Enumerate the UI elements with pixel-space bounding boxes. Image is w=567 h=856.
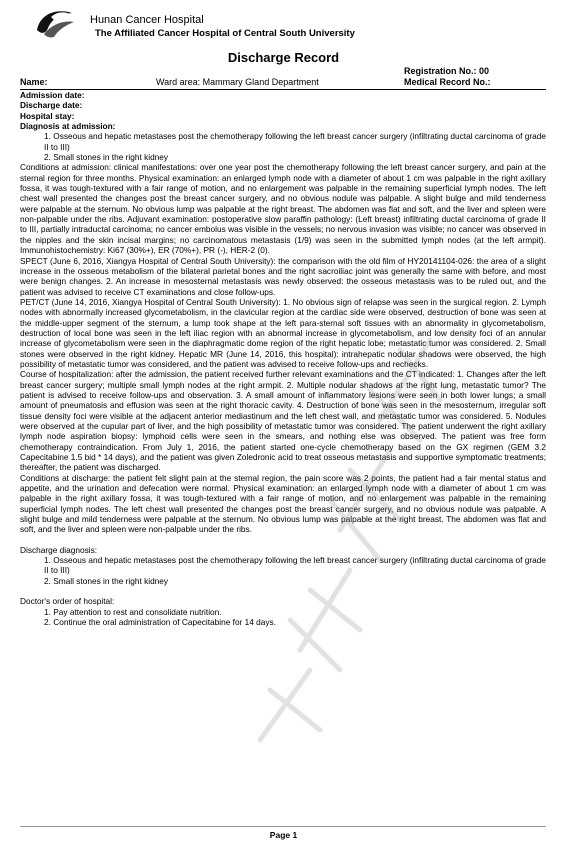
discharge-date: Discharge date: (20, 100, 83, 111)
footer-divider (20, 826, 546, 827)
spacer (20, 535, 546, 545)
diagnosis-admission-item: 1. Osseous and hepatic metastases post the chemotherapy following the left breast cancer surgery (infiltrating ductal carcinoma of grade II to III) (44, 131, 546, 152)
page-number: Page 1 (269, 830, 298, 840)
document-title: Discharge Record (227, 50, 340, 65)
medical-record-number: Medical Record No.: (404, 77, 491, 87)
name-label: Name: (20, 77, 48, 87)
hospital-subtitle: The Affiliated Cancer Hospital of Central South University (95, 28, 355, 39)
hospital-logo-icon (34, 8, 76, 38)
doctor-order-item: 1. Pay attention to rest and consolidate nutrition. (44, 606, 222, 617)
admission-date: Admission date: (20, 90, 85, 100)
ward-area: Ward area: Mammary Gland Department (156, 77, 319, 87)
conditions-at-discharge: Conditions at discharge: the patient felt slight pain at the sternal region, the pain score was 2 points, the patient had a fair mental status and appetite, and the urination and defecation were normal. Physical examination: an enlarged lymph node with a diameter of about 1 cm was palpable in the right axillary fossa, it was tough-textured with a fair range of motion, and no enlargement was palpable in the remaining superficial lymph nodes. The left chest wall presented the changes post the breast cancer surgery, and no obvious nodule was palpable. A slight bulge and mild tenderness were palpable at the sternum. No obvious lump was palpable at the right breast. The abdomen was flat and soft, and the liver and spleen were non-palpable under the ribs. (20, 472, 546, 535)
doctor-order-item: 2. Continue the oral administration of Capecitabine for 14 days. (44, 616, 276, 627)
registration-number: Registration No.: 00 (404, 66, 490, 76)
hospital-stay: Hospital stay: (20, 110, 75, 121)
doctor-orders-label: Doctor's order of hospital: (20, 596, 115, 607)
spacer (20, 586, 546, 596)
petct-findings: PET/CT (June 14, 2016, Xiangya Hospital of Central South University): 1. No obvious sign of relapse was seen in the surgical region. 2. Lymph nodes with abnormally increased glycometabolism, in the clavicular region at the cardiac side were observed, destruction of bone was seen at the middle-upper segment of the sternum, a lump took shape at the left para-sternal soft tissues with an abnormality in glycometabolism, destruction of local bone was seen in the left iliac region with an abnormal increase in glycometabolism, and low density foci of an annular increase of glycometabolism were seen in the diaphragmatic dome region of the right hepatic lobe; metastatic tumor was considered. 2. Small stones were observed in the right kidney. Hepatic MR (June 14, 2016, this hospital): intrahepatic nodular shadows were observed, the high possibility of metastatic tumor was considered, and the patient was advised to receive follow-ups and rechecks. (20, 296, 546, 369)
patient-info-row (20, 77, 546, 90)
diagnosis-admission-label: Diagnosis at admission: (20, 121, 116, 132)
discharge-diagnosis-label: Discharge diagnosis: (20, 544, 98, 555)
spect-findings: SPECT (June 6, 2016, Xiangya Hospital of Central South University): the comparison with the old film of HY20141104-026: the area of a slight increase in the osseous metabolism of the bilateral parietal bones and the right sacroiliac joint was generally the same with before, and most were benign changes. 2. An increase in mesosternal metastasis was newly observed: the osseous metastasis was to be ruled out, and the patient was advised to receive CT examinations and close follow-ups. (20, 255, 546, 297)
hospital-name: Hunan Cancer Hospital (90, 14, 204, 26)
diagnosis-admission-item: 2. Small stones in the right kidney (44, 152, 169, 163)
course-of-hospitalization: Course of hospitalization: after the admission, the patient received further relevant examinations and the CT indicated: 1. Changes after the left breast cancer surgery; multiple small lymph nodes at the right armpit. 2. Multiple nodular shadows at the right lung, metastatic tumor? The patient is advised to receive follow-ups and observation. 3. A small amount of inflammatory lesions were seen in both lower lungs; a small amount of pneumatosis and effusion was seen at the right thoracic cavity. 4. Destruction of bone was seen in the mesosternum, irregular soft tissue density foci were visible at the adjacent anterior mediastinum and the left chest wall, and metastatic tumor was considered. 5. Nodules were observed at the cupular part of liver, and the high possibility of metastatic tumor was considered. The patient underwent the right axillary lymph node aspiration biopsy: lymphoid cells were seen in the smears, and nothing else was observed. The patient was free form chemotherapy contraindication. From July 1, 2016, the patient started one-cycle chemotherapy based on the GX regimen (GEM 3.2 Capecitabine 1.5 bid * 14 days), and the patient was given Zoledronic acid to treat osseous metastasis and supportive symptomatic treatments; thereafter, the patient was discharged. (20, 369, 546, 473)
discharge-diagnosis-item: 1. Osseous and hepatic metastases post the chemotherapy following the left breast cancer surgery (infiltrating ductal carcinoma of grade II to III) (44, 555, 546, 576)
conditions-at-admission: Conditions at admission: clinical manifestations: over one year post the chemotherapy following the left breast cancer surgery, and pain at the sternal region for three months. Physical examination: an enlarged lymph node with a diameter of about 1 cm was palpable in the right axillary fossa, it was tough-textured with a fair range of motion, and no enlargement was palpable in the remaining superficial lymph nodes. The left chest wall presented the changes post the breast cancer surgery, and no obvious nodule was palpable. A slight bulge and mild tenderness were palpable at the sternum. No obvious lump was palpable at the right breast. The abdomen was flat and soft, and the liver and spleen were non-palpable under the ribs. Adjuvant examination: postoperative slow paraffin pathology: (Left breast) infiltrating ductal carcinoma of grade II to III, partially intraductal carcinoma; no cancer embolus was visible in the vessels; no nervous invasion was visible; no cancer was observed in the nipples and the skin incisal margins; no carcinomatous metastasis (1/9) was seen in the submitted lymph nodes (at the left armpit). Immunohistochemistry: Ki67 (30%+), ER (70%+), PR (-), HER-2 (0). (20, 162, 546, 256)
discharge-diagnosis-item: 2. Small stones in the right kidney (44, 575, 169, 586)
record-body (20, 90, 546, 627)
